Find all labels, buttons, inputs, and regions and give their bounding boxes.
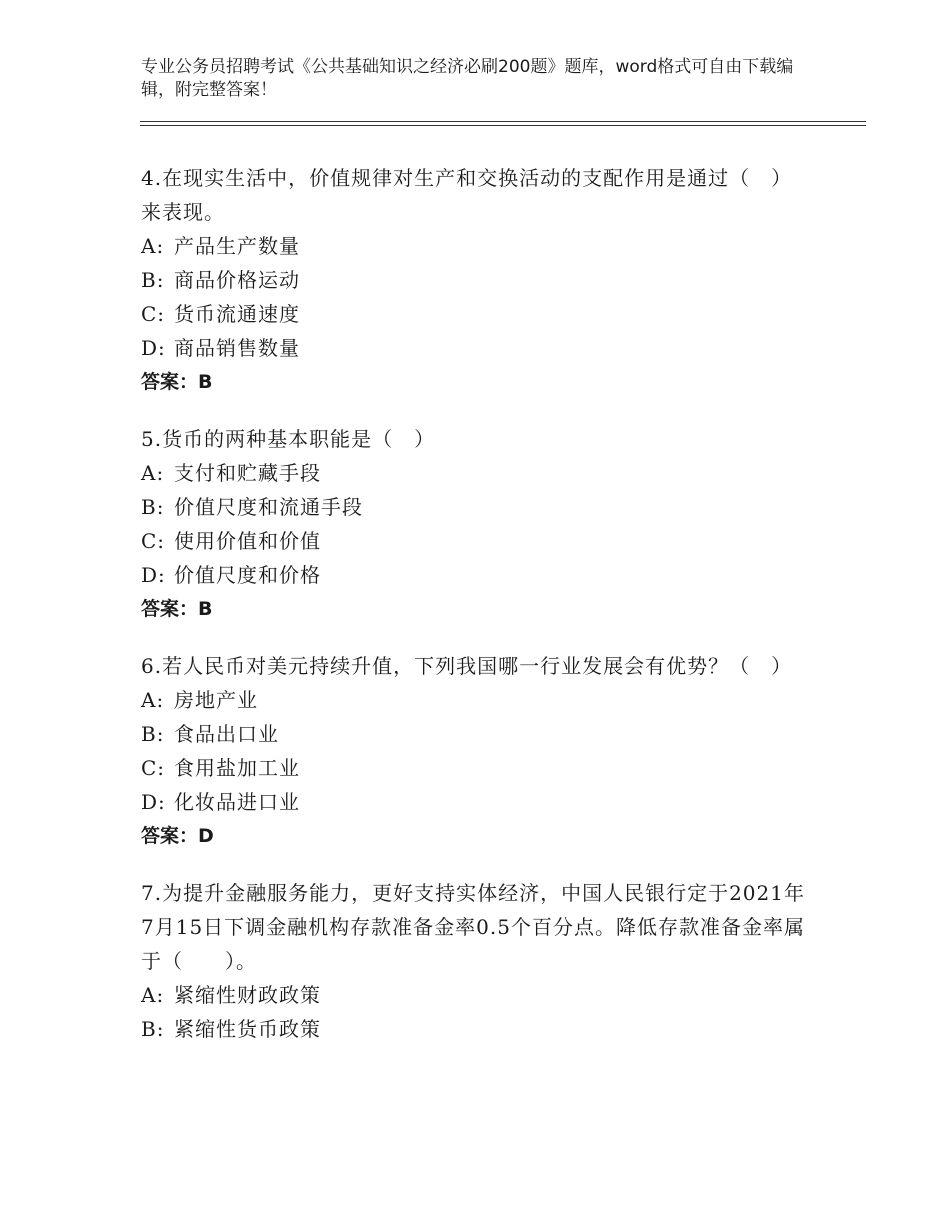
- question-5: [141, 422, 811, 626]
- option-b: [141, 263, 811, 297]
- option-b: [141, 1012, 811, 1046]
- option-text: 货币流通速度: [174, 302, 300, 326]
- option-a: [141, 229, 811, 263]
- option-key: C:: [141, 302, 166, 326]
- question-stem: 6.若人民币对美元持续升值，下列我国哪一行业发展会有优势？（ ）: [141, 654, 793, 678]
- option-c: [141, 524, 811, 558]
- answer-line: 答案：B: [141, 371, 213, 393]
- option-a: [141, 978, 811, 1012]
- question-4: [141, 161, 811, 399]
- option-key: B:: [141, 495, 165, 519]
- option-key: B:: [141, 1017, 165, 1041]
- option-text: 价值尺度和流通手段: [174, 495, 363, 519]
- option-text: 商品销售数量: [174, 336, 300, 360]
- option-text: 价值尺度和价格: [174, 563, 321, 587]
- option-a: [141, 683, 811, 717]
- option-text: 房地产业: [174, 688, 258, 712]
- question-list: [141, 161, 811, 1069]
- option-key: D:: [141, 563, 166, 587]
- option-d: [141, 558, 811, 592]
- option-text: 化妆品进口业: [174, 790, 300, 814]
- option-key: A:: [141, 983, 165, 1007]
- option-d: [141, 331, 811, 365]
- option-text: 产品生产数量: [174, 234, 300, 258]
- option-text: 食用盐加工业: [174, 756, 300, 780]
- option-text: 食品出口业: [174, 722, 279, 746]
- option-d: [141, 785, 811, 819]
- header-divider-secondary: [140, 125, 866, 126]
- option-a: [141, 456, 811, 490]
- question-stem: 5.货币的两种基本职能是（ ）: [141, 427, 436, 451]
- option-b: [141, 490, 811, 524]
- option-key: A:: [141, 688, 165, 712]
- option-key: A:: [141, 461, 165, 485]
- answer-line: 答案：D: [141, 825, 214, 847]
- option-key: D:: [141, 336, 166, 360]
- option-b: [141, 717, 811, 751]
- question-6: [141, 649, 811, 853]
- question-stem: 7.为提升金融服务能力，更好支持实体经济，中国人民银行定于2021年7月15日下调金融机构存款准备金率0.5个百分点。降低存款准备金率属于（ ）。: [141, 881, 805, 973]
- option-c: [141, 751, 811, 785]
- answer-line: 答案：B: [141, 598, 213, 620]
- option-key: B:: [141, 722, 165, 746]
- option-c: [141, 297, 811, 331]
- option-text: 商品价格运动: [174, 268, 300, 292]
- option-key: C:: [141, 529, 166, 553]
- question-7: [141, 876, 811, 1046]
- option-text: 紧缩性货币政策: [174, 1017, 321, 1041]
- option-text: 支付和贮藏手段: [174, 461, 321, 485]
- option-text: 使用价值和价值: [174, 529, 321, 553]
- option-key: D:: [141, 790, 166, 814]
- option-text: 紧缩性财政政策: [174, 983, 321, 1007]
- option-key: A:: [141, 234, 165, 258]
- option-key: C:: [141, 756, 166, 780]
- question-stem: 4.在现实生活中，价值规律对生产和交换活动的支配作用是通过（ ）来表现。: [141, 166, 793, 224]
- page-header: 专业公务员招聘考试《公共基础知识之经济必刷200题》题库，word格式可自由下载编辑，附完整答案！: [141, 57, 794, 100]
- option-key: B:: [141, 268, 165, 292]
- header-divider: [140, 121, 866, 122]
